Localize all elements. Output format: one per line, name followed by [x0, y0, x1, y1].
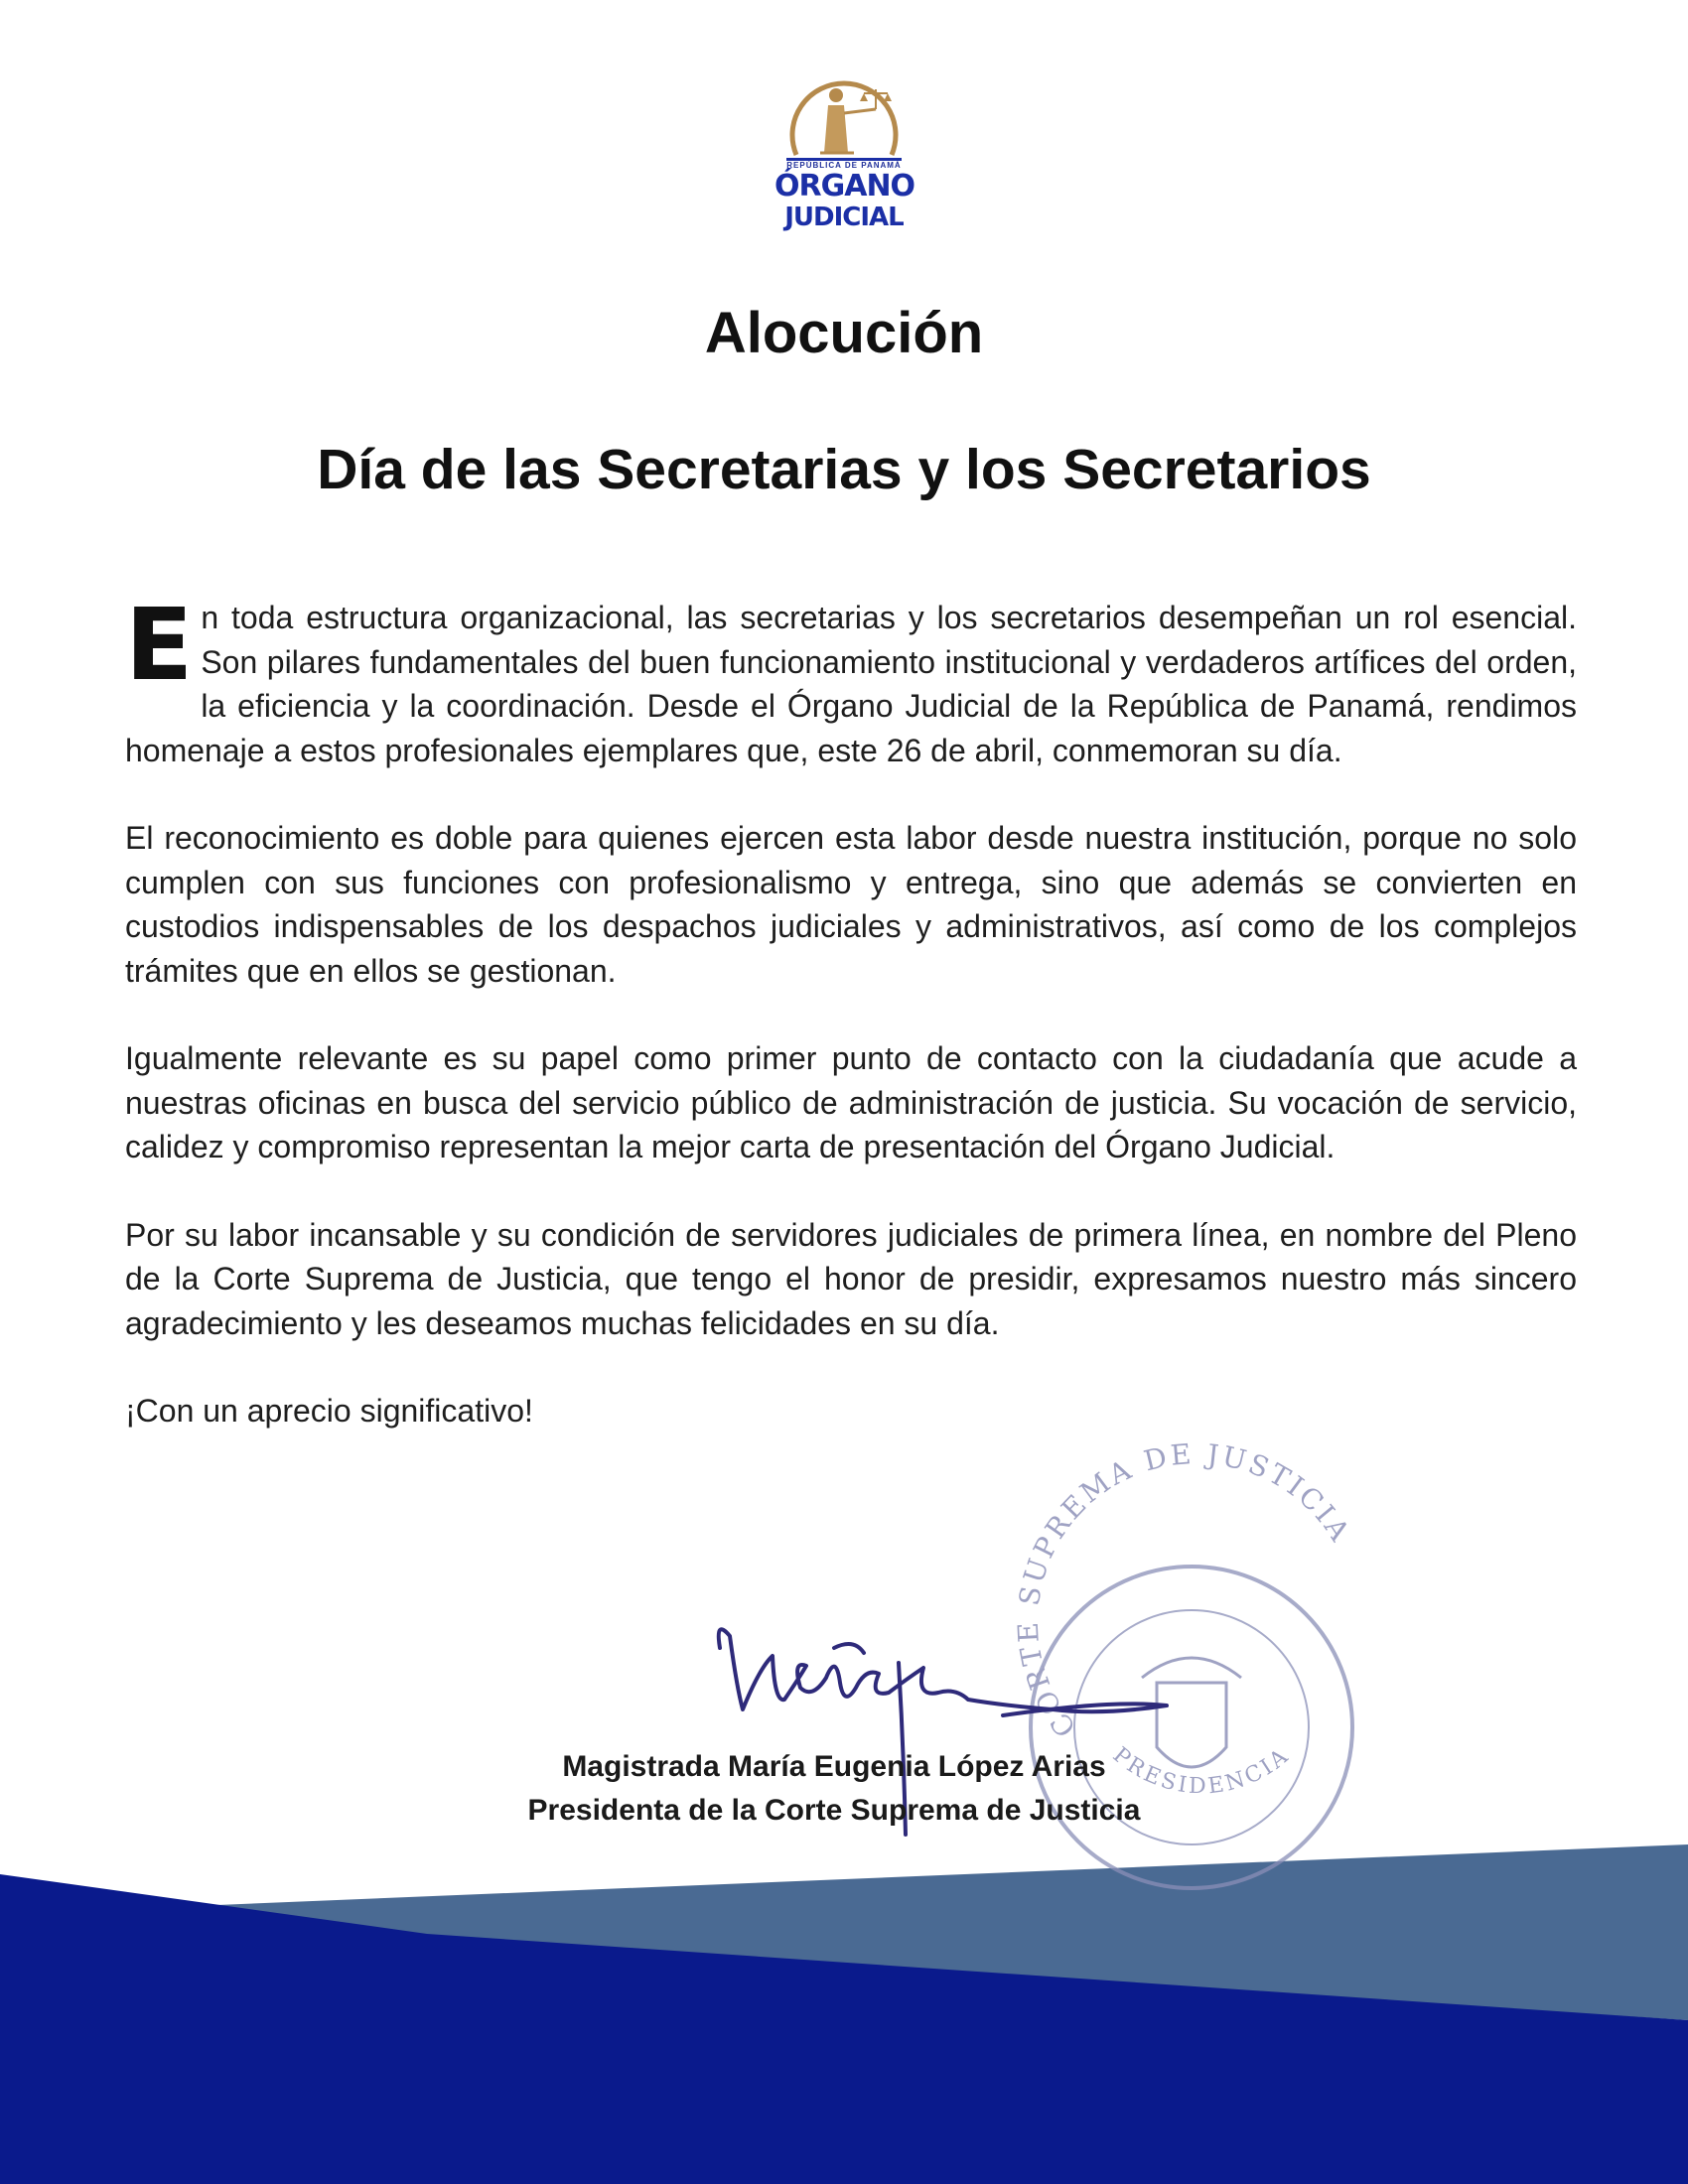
drop-cap: E	[125, 587, 194, 703]
footer-wave-decoration	[0, 1827, 1688, 2184]
paragraph-1	[125, 587, 1577, 772]
paragraph-3: Igualmente relevante es su papel como primer punto de contacto con la ciudadanía que acude a nuestras oficinas en busca del servicio público de administración de justicia. Su vocación de servicio, calidez y compromiso representan la mejor carta de presentación del Órgano Judicial.	[125, 1040, 1577, 1164]
document-body	[125, 587, 1577, 1477]
logo-small-text: REPÚBLICA DE PANAMÁ	[786, 161, 902, 170]
svg-text:CORTE SUPREMA DE JUSTICIA	[1012, 1437, 1358, 1743]
paragraph-2: El reconocimiento es doble para quienes ejercen esta labor desde nuestra institución, porque no solo cumplen con sus funciones con profesionalismo y entrega, sino que además se convierten en custodios indispensables de los despachos judiciales y administrativos, así como de los complejos trámites que en ellos se gestionan.	[125, 820, 1577, 989]
organo-judicial-logo	[774, 69, 915, 232]
seal-bottom-text: PRESIDENCIA	[1107, 1742, 1296, 1800]
signer-name: Magistrada María Eugenia López Arias	[562, 1750, 1106, 1783]
document-title: Alocución	[704, 301, 984, 365]
document-subtitle: Día de las Secretarias y los Secretarios	[317, 438, 1371, 501]
logo-line-2: JUDICIAL	[784, 203, 904, 232]
closing-line: ¡Con un aprecio significativo!	[125, 1393, 533, 1429]
seal-ring-text: CORTE SUPREMA DE JUSTICIA	[1011, 1436, 1358, 1743]
paragraph-4: Por su labor incansable y su condición de servidores judiciales de primera línea, en nombre del Pleno de la Corte Suprema de Justicia, que tengo el honor de presidir, expresamos nuestro más sincero agradecimiento y les deseamos muchas felicidades en su día.	[125, 1216, 1577, 1341]
paragraph-1-text: n toda estructura organizacional, las secretarias y los secretarios desempeñan un rol esencial. Son pilares fundamentales del buen funcionamiento institucional y verdaderos artífices del orden, la eficiencia y la coordinación. Desde el Órgano Judicial de la República de Panamá, rendimos homenaje a estos profesionales ejemplares que, este 26 de abril, conmemoran su día.	[125, 600, 1577, 768]
logo-line-1: ÓRGANO	[774, 169, 915, 204]
signer-role: Presidenta de la Corte Suprema de Justicia	[527, 1794, 1141, 1827]
justice-emblem-icon	[784, 69, 904, 161]
